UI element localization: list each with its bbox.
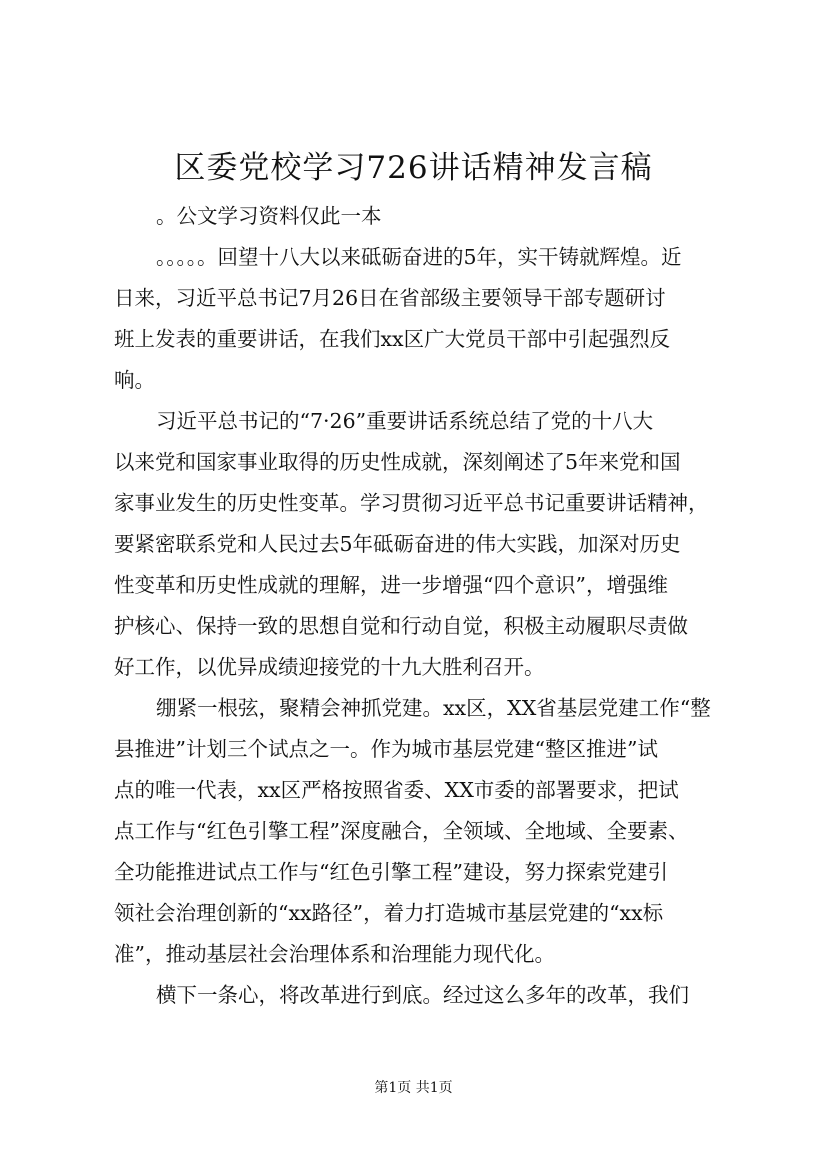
body-line: 日来，习近平总书记7月26日在省部级主要领导干部专题研讨 [114, 286, 666, 310]
body-line: 要紧密联系党和人民过去5年砥砺奋进的伟大实践，加深对历史 [114, 532, 681, 556]
body-line: 准”，推动基层社会治理体系和治理能力现代化。 [114, 942, 555, 966]
body-line: 习近平总书记的“7·26”重要讲话系统总结了党的十八大 [156, 409, 654, 433]
body-line: 领社会治理创新的“xx路径”，着力打造城市基层党建的“xx标 [114, 901, 664, 925]
document-body [114, 196, 722, 1016]
body-line: 响。 [114, 368, 155, 392]
body-line: 护核心、保持一致的思想自觉和行动自觉，积极主动履职尽责做 [114, 614, 688, 638]
page-number-footer: 第1页 共1页 [374, 1080, 453, 1096]
body-line: 班上发表的重要讲话，在我们xx区广大党员干部中引起强烈反 [114, 327, 671, 351]
document-title: 区委党校学习726讲话精神发言稿 [174, 150, 653, 186]
body-line: 县推进”计划三个试点之一。作为城市基层党建“整区推进”试 [114, 737, 658, 761]
body-line: 绷紧一根弦，聚精会神抓党建。xx区，XX省基层党建工作“整 [156, 696, 711, 720]
body-line: 好工作，以优异成绩迎接党的十九大胜利召开。 [114, 655, 545, 679]
body-line: 。公文学习资料仅此一本 [156, 204, 382, 228]
body-line: 点的唯一代表，xx区严格按照省委、XX市委的部署要求，把试 [114, 778, 679, 802]
body-line: 以来党和国家事业取得的历史性成就，深刻阐述了5年来党和国 [114, 450, 681, 474]
body-line: 横下一条心，将改革进行到底。经过这么多年的改革，我们 [156, 983, 689, 1007]
body-line: 性变革和历史性成就的理解，进一步增强“四个意识”，增强维 [114, 573, 668, 597]
body-line: 家事业发生的历史性变革。学习贯彻习近平总书记重要讲话精神， [114, 491, 709, 515]
body-line: 。。。。。回望十八大以来砥砺奋进的5年，实干铸就辉煌。近 [156, 245, 682, 269]
body-line: 全功能推进试点工作与“红色引擎工程”建设，努力探索党建引 [114, 860, 668, 884]
body-line: 点工作与“红色引擎工程”深度融合，全领域、全地域、全要素、 [114, 819, 689, 843]
